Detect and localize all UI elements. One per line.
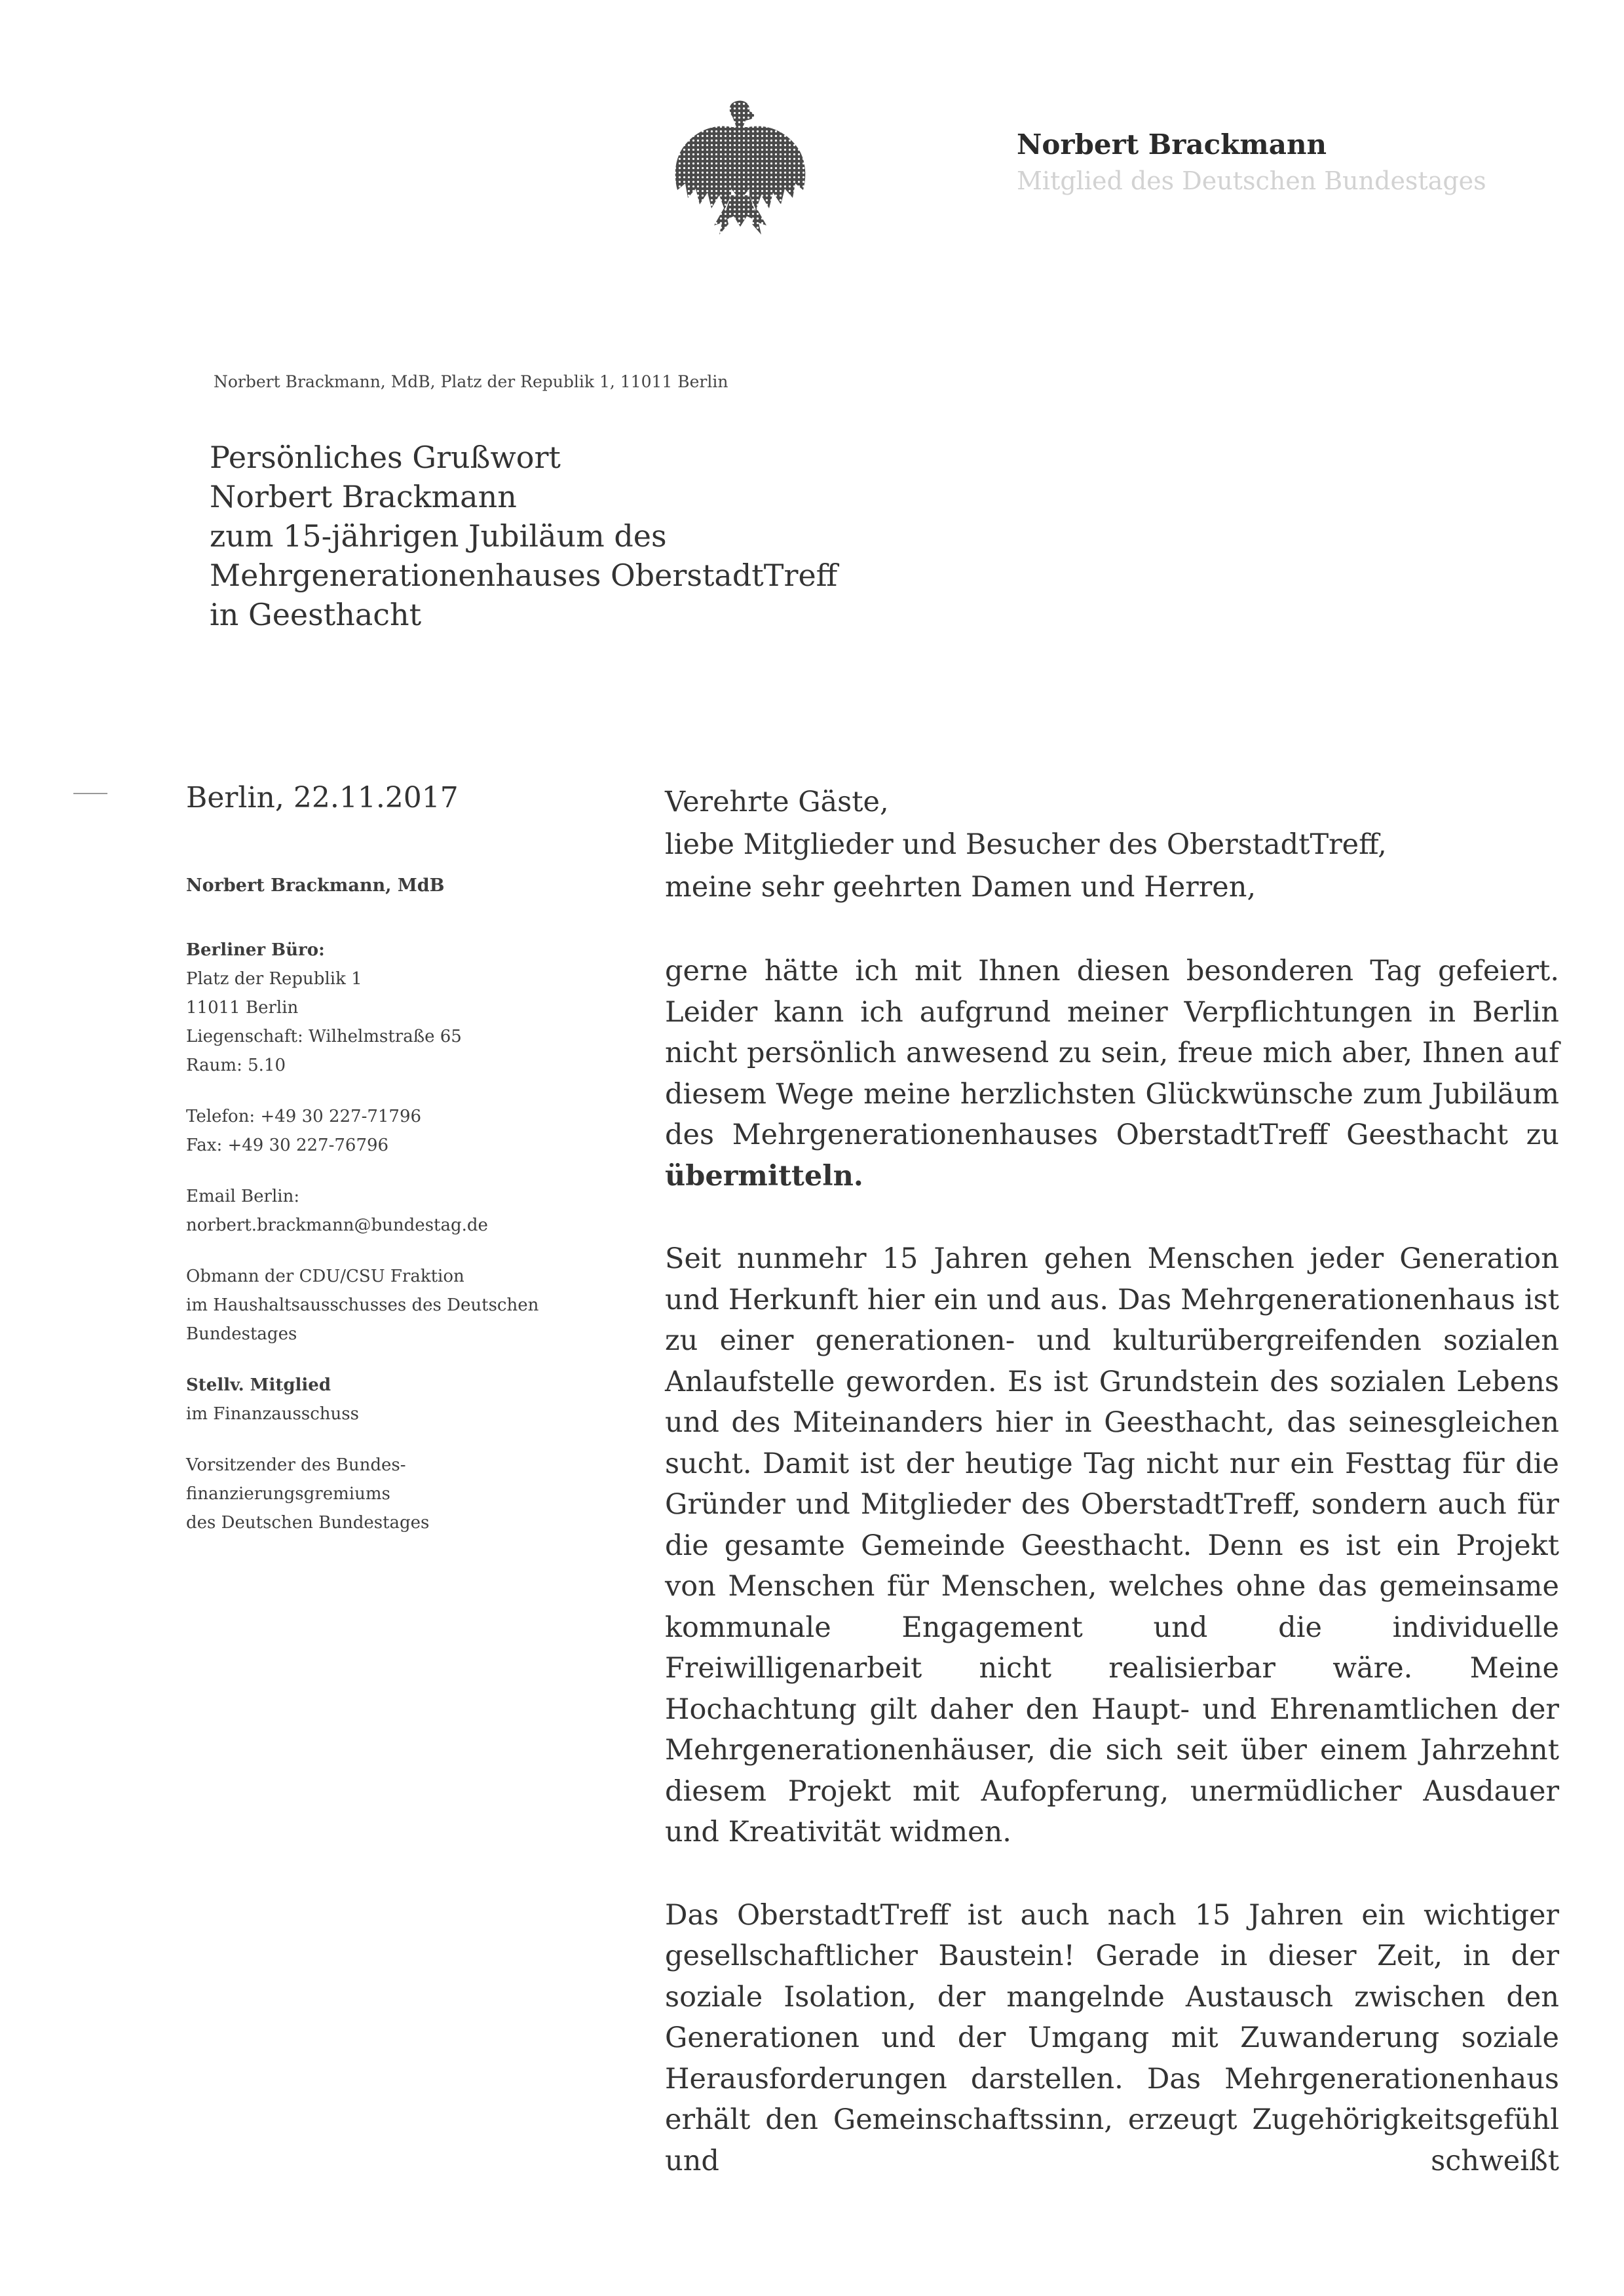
paragraph: Seit nunmehr 15 Jahren gehen Menschen jeder Generation und Herkunft hier ein und aus. Das Mehrgenerationenhaus ist zu einer generationen- und kulturübergreifenden sozialen Anlaufstelle geworden. Es ist Grundstein des sozialen Lebens und des Miteinanders hier in Geesthacht, das seinesgleichen sucht. Damit ist der heutige Tag nicht nur ein Festtag für die Gründer und Mitglieder des OberstadtTreff, sondern auch für die gesamte Gemeinde Geesthacht. Denn es ist ein Projekt von Menschen für Menschen, welches ohne das gemeinsame kommunale Engagement und die individuelle Freiwilligenarbeit nicht realisierbar wäre. Meine Hochachtung gilt daher den Haupt- und Ehrenamtlichen der Mehrgenerationenhäuser, die sich seit über einem Jahrzehnt diesem Projekt mit Aufopferung, unermüdlicher Ausdauer und Kreativität widmen. bbox=[665, 1242, 1559, 1848]
fax-number: Fax: +49 30 227-76796 bbox=[186, 1136, 389, 1155]
role-block bbox=[186, 1371, 605, 1428]
sender-sidebar bbox=[186, 871, 605, 1559]
role-line: im Haushaltsausschusses des Deutschen bbox=[186, 1295, 539, 1315]
salutation-line: Verehrte Gäste, bbox=[665, 786, 889, 818]
fold-mark bbox=[73, 793, 107, 794]
role-line: finanzierungsgremiums bbox=[186, 1484, 390, 1504]
paragraph-text-end: übermitteln. bbox=[665, 1159, 863, 1193]
phone-number: Telefon: +49 30 227-71796 bbox=[186, 1107, 422, 1126]
role-line: Vorsitzender des Bundes- bbox=[186, 1455, 406, 1475]
paragraph-text: gerne hätte ich mit Ihnen diesen besonderen Tag gefeiert. Leider kann ich aufgrund meiner Verpflichtungen in Berlin nicht persönlich anwesend zu sein, freue mich aber, Ihnen auf diesem Wege meine herzlichsten Glückwünsche zum Jubiläum des Mehrgenerationenhauses OberstadtTreff Geesthacht zu bbox=[665, 955, 1559, 1151]
sender-address-line: Norbert Brackmann, MdB, Platz der Republik 1, 11011 Berlin bbox=[214, 372, 728, 391]
paragraph bbox=[665, 951, 1559, 1196]
letter-title bbox=[210, 438, 837, 634]
title-line: zum 15-jährigen Jubiläum des bbox=[210, 518, 667, 554]
role-heading: Stellv. Mitglied bbox=[186, 1375, 331, 1395]
letterhead-role: Mitglied des Deutschen Bundestages bbox=[1017, 166, 1486, 195]
title-line: Norbert Brackmann bbox=[210, 479, 517, 514]
title-line: Persönliches Grußwort bbox=[210, 440, 561, 475]
letter-date: Berlin, 22.11.2017 bbox=[186, 781, 459, 814]
office-line: Platz der Republik 1 bbox=[186, 969, 362, 989]
title-line: Mehrgenerationenhauses OberstadtTreff bbox=[210, 558, 838, 593]
paragraph: Das OberstadtTreff ist auch nach 15 Jahren ein wichtiger gesellschaftlicher Baustein! Gerade in dieser Zeit, in der soziale Isolation, der mangelnde Austausch zwischen den Generationen und der Umgang mit Zuwanderung soziale Herausforderungen darstellen. Das Mehrgenerationenhaus erhält den Gemeinschaftssinn, erzeugt Zugehörigkeitsgefühl und schweißt bbox=[665, 1898, 1559, 2177]
email-address: norbert.brackmann@bundestag.de bbox=[186, 1215, 488, 1235]
email-label: Email Berlin: bbox=[186, 1187, 300, 1206]
salutation-line: meine sehr geehrten Damen und Herren, bbox=[665, 871, 1256, 904]
office-line: 11011 Berlin bbox=[186, 998, 299, 1018]
letterhead-name: Norbert Brackmann bbox=[1017, 128, 1327, 161]
role-block bbox=[186, 1451, 605, 1537]
role-block bbox=[186, 1262, 605, 1349]
salutation-line: liebe Mitglieder und Besucher des OberstadtTreff, bbox=[665, 828, 1387, 861]
email-block bbox=[186, 1182, 605, 1240]
letter-body bbox=[665, 781, 1559, 2181]
role-line: Bundestages bbox=[186, 1324, 297, 1344]
office-heading: Berliner Büro: bbox=[186, 940, 325, 960]
contact-block bbox=[186, 1102, 605, 1160]
office-line: Raum: 5.10 bbox=[186, 1056, 286, 1075]
office-line: Liegenschaft: Wilhelmstraße 65 bbox=[186, 1027, 462, 1046]
role-line: des Deutschen Bundestages bbox=[186, 1513, 430, 1533]
role-line: im Finanzausschuss bbox=[186, 1404, 359, 1424]
role-line: Obmann der CDU/CSU Fraktion bbox=[186, 1267, 464, 1286]
salutation bbox=[665, 781, 1559, 909]
bundestag-eagle-icon bbox=[668, 97, 812, 241]
office-block bbox=[186, 936, 605, 1080]
title-line: in Geesthacht bbox=[210, 597, 422, 632]
sidebar-name: Norbert Brackmann, MdB bbox=[186, 875, 445, 896]
